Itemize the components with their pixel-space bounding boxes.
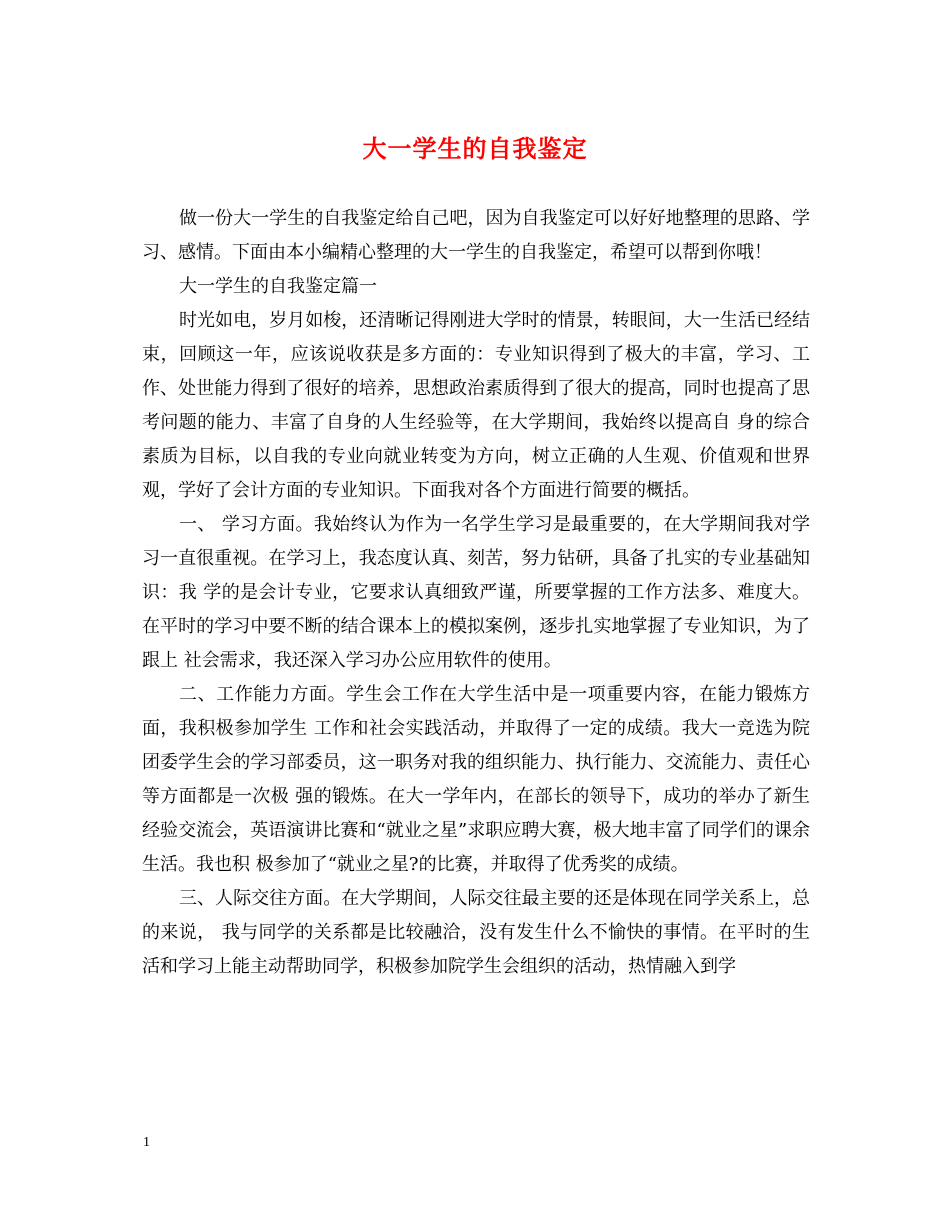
- intro-paragraph: 做一份大一学生的自我鉴定给自己吧，因为自我鉴定可以好好地整理的思路、学习、感情。下面由本小编精心整理的大一学生的自我鉴定，希望可以帮到你哦！: [142, 208, 810, 263]
- document-body: [142, 202, 810, 984]
- relationship-paragraph: 三、人际交往方面。在大学期间，人际交往最主要的还是体现在同学关系上，总的来说， 我与同学的关系都是比较融洽，没有发生什么不愉快的事情。在平时的生活和学习上能主动帮助同学，积极参加院学生会组织的活动，热情融入到学: [142, 888, 810, 977]
- section-heading: 大一学生的自我鉴定篇一: [179, 276, 377, 297]
- summary-paragraph: 时光如电，岁月如梭，还清晰记得刚进大学时的情景，转眼间，大一生活已经结束，回顾这一年，应该说收获是多方面的：专业知识得到了极大的丰富，学习、工作、处世能力得到了很好的培养，思想政治素质得到了很大的提高，同时也提高了思考问题的能力、丰富了自身的人生经验等，在大学期间，我始终以提高自 身的综合素质为目标，以自我的专业向就业转变为方向，树立正确的人生观、价值观和世界观，学好了会计方面的专业知识。下面我对各个方面进行简要的概括。: [142, 310, 810, 501]
- page-number: 1: [143, 1135, 150, 1150]
- document-title: 大一学生的自我鉴定: [362, 134, 588, 163]
- study-paragraph: 一、 学习方面。我始终认为作为一名学生学习是最重要的，在大学期间我对学习一直很重视。在学习上，我态度认真、刻苦，努力钻研，具备了扎实的专业基础知识：我 学的是会计专业，它要求认真细致严谨，所要掌握的工作方法多、难度大。在平时的学习中要不断的结合课本上的模拟案例，逐步扎实地掌握了专业知识，为了跟上 社会需求，我还深入学习办公应用软件的使用。: [142, 514, 810, 671]
- work-paragraph: 二、工作能力方面。学生会工作在大学生活中是一项重要内容，在能力锻炼方面，我积极参加学生 工作和社会实践活动，并取得了一定的成绩。我大一竞选为院团委学生会的学习部委员，这一职务对我的组织能力、执行能力、交流能力、责任心等方面都是一次极 强的锻炼。在大一学年内，在部长的领导下，成功的举办了新生经验交流会，英语演讲比赛和“就业之星”求职应聘大赛，极大地丰富了同学们的课余生活。我也积 极参加了“就业之星?的比赛，并取得了优秀奖的成绩。: [142, 684, 810, 875]
